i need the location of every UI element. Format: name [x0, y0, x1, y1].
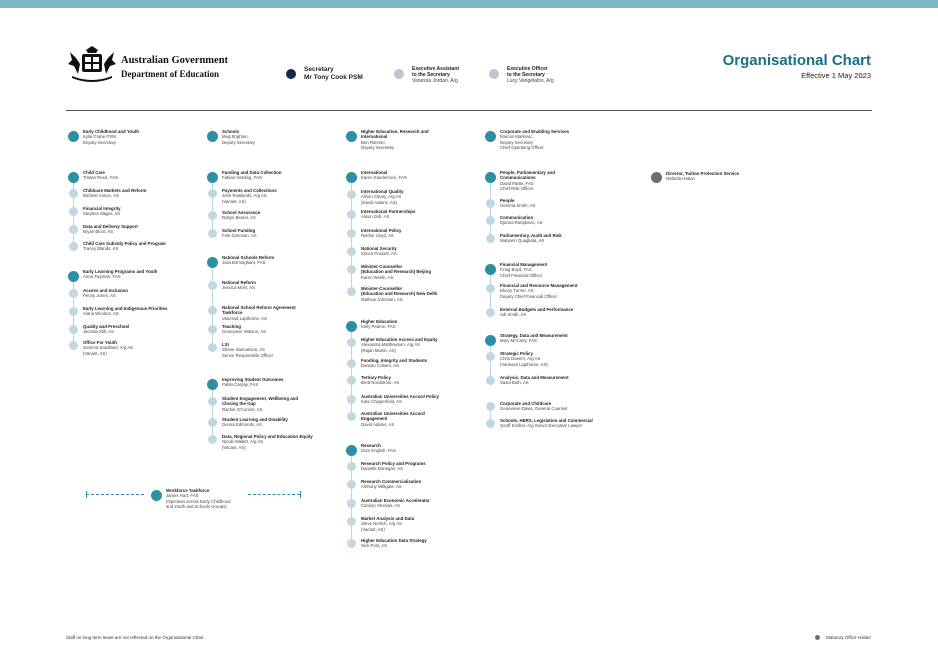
node-dot: [347, 247, 356, 256]
top-banner: [0, 0, 938, 8]
node-dot: [69, 307, 78, 316]
unit-title: Childcare Markets and Reform: [83, 188, 147, 193]
node-dot: [69, 242, 78, 251]
unit-person: Donna Edmonds, AS: [222, 422, 262, 428]
unit-person: Djanna Rutajkovic, AS: [500, 220, 543, 226]
unit-person: Chief Financial Officer: [500, 272, 543, 278]
unit-title: International Partnerships: [361, 209, 416, 214]
unit-title: Strategy, Data and Measurement: [500, 333, 568, 338]
node-dot: [69, 207, 78, 216]
unit-title: Quality and Preschool: [83, 324, 130, 329]
unit-person: Maryann Quagliata, AS: [500, 238, 545, 244]
node-dot: [486, 216, 495, 225]
statutory-legend-dot: [815, 635, 820, 640]
unit-person: Bryan Bloor, AS: [83, 229, 114, 235]
unit-title: International: [361, 134, 388, 140]
unit-person: Jessica Mohr, AS: [222, 285, 255, 291]
effective-date: Effective 1 May 2023: [801, 71, 871, 80]
node-dot: [486, 234, 495, 243]
unit-title: Data and Delivery Support: [83, 224, 138, 229]
node-dot: [486, 419, 495, 428]
statutory-dot: [651, 172, 662, 183]
unit-title: Communications: [500, 175, 536, 181]
unit-title: Financial Integrity: [83, 206, 121, 211]
unit-title: Early Learning and Indigenous Priorities: [83, 306, 168, 311]
unit-person: Jacinda Still, AS: [83, 329, 114, 335]
unit-title: Data, Regional Policy and Education Equity: [222, 434, 313, 439]
node-dot: [208, 211, 217, 220]
node-dot: [69, 341, 78, 350]
unit-title: International Policy: [361, 228, 402, 233]
node-dot: [208, 418, 217, 427]
unit-title: Funding and Data Collection: [222, 170, 282, 175]
unit-person: David Pattie, FAS: [500, 180, 534, 186]
unit-person: Deputy Secretary: [361, 144, 395, 150]
unit-person: Sasia Buth, AS: [500, 380, 529, 386]
node-dot: [207, 131, 218, 142]
node-dot: [347, 412, 356, 421]
node-dot: [207, 379, 218, 390]
node-dot: [208, 343, 217, 352]
gov-line-2: Department of Education: [121, 69, 219, 79]
unit-person: Julia Birmingham, FAS: [222, 260, 266, 266]
unit-person: (Vanessa Lapthorne, AS): [500, 361, 548, 367]
unit-title: Corporate and Enabling Services: [500, 129, 570, 134]
unit-title: Analysis, Data and Measurement: [500, 375, 569, 380]
unit-title: Early Childhood and Youth: [83, 129, 139, 134]
node-dot: [486, 199, 495, 208]
unit-title: Research Policy and Programs: [361, 461, 426, 466]
unit-title: Communication: [500, 215, 534, 220]
unit-person: Gemma Smith, AS: [500, 203, 536, 209]
unit-person: Shane Samuelson, AS: [222, 347, 265, 353]
taskforce-person: James Hart, FAS: [166, 493, 199, 499]
secretary-name: Mr Tony Cook PSM: [304, 74, 363, 81]
unit-title: (Education and Research) New Delhi: [361, 291, 438, 297]
node-dot: [208, 189, 217, 198]
unit-title: Closing the Gap: [222, 401, 256, 407]
unit-title: Taskforce: [222, 310, 243, 316]
unit-title: Payments and Collections: [222, 188, 277, 193]
node-dot: [69, 225, 78, 234]
node-dot: [346, 131, 357, 142]
exec-officer-title-2: to the Secretary: [507, 72, 545, 78]
unit-title: People: [500, 198, 515, 203]
exec-officer-title-1: Executive Officer: [507, 66, 548, 72]
statutory-person: Melinda Hatton: [666, 176, 695, 182]
node-dot: [207, 172, 218, 183]
secretary-title: Secretary: [304, 66, 334, 73]
unit-title: Child Care Subsidy Policy and Program: [83, 241, 166, 246]
unit-person: Steve Nerlich, A/g AS: [361, 521, 402, 527]
unit-person: Ben Rimmer,: [361, 139, 386, 145]
page-title: Organisational Chart: [722, 52, 871, 69]
unit-person: (Vacant, AS): [361, 526, 385, 532]
unit-title: Student Engagement, Wellbeing and: [222, 396, 299, 401]
unit-person: Alana Windsor, AS: [83, 311, 119, 317]
node-dot: [208, 306, 217, 315]
header-divider: [66, 110, 872, 111]
node-dot: [347, 287, 356, 296]
node-dot: [347, 517, 356, 526]
unit-person: Deputy Secretary: [500, 139, 534, 145]
secretary-dot: [286, 69, 296, 79]
unit-person: Rachel O'Connor, AS: [222, 406, 263, 412]
unit-person: (Vacant, AS): [222, 444, 246, 450]
exec-officer-name: Lucy Vangelatos, A/g: [507, 78, 554, 84]
node-dot: [68, 271, 79, 282]
node-dot: [347, 265, 356, 274]
exec-assistant-dot: [394, 69, 404, 79]
node-dot: [347, 499, 356, 508]
unit-person: Anna Twyman, FAS: [83, 274, 121, 280]
connector-line: [212, 261, 214, 348]
unit-person: Anthony Milligate, AS: [361, 484, 402, 490]
unit-title: Financial Management: [500, 262, 548, 267]
unit-person: David Adams, AS: [361, 421, 395, 427]
unit-person: Mathew Johnston, AS: [361, 296, 403, 302]
unit-title: LSI: [222, 342, 229, 347]
unit-person: Daniella Donegan, AS: [361, 466, 404, 472]
unit-title: Australian Economic Accelerator: [361, 498, 430, 503]
unit-person: Tracey Blands, AS: [83, 246, 119, 252]
unit-person: Rachel Lloyd, AS: [361, 233, 394, 239]
statutory-title: Director, Tuition Protection Service: [666, 171, 740, 176]
taskforce-tick-right: [300, 491, 301, 498]
unit-person: Alison Cleary, A/g AS: [361, 194, 402, 200]
unit-title: School Assurance: [222, 210, 261, 215]
unit-title: Office For Youth: [83, 340, 117, 345]
unit-title: Minister-Counsellor: [361, 264, 403, 269]
unit-person: Chris Davern, A/g AS: [500, 356, 541, 362]
node-dot: [68, 131, 79, 142]
node-dot: [208, 281, 217, 290]
unit-title: International Quality: [361, 189, 404, 194]
unit-title: Market Analysis and Data: [361, 516, 415, 521]
unit-person: Marcus Markovic,: [500, 134, 534, 140]
node-dot: [486, 308, 495, 317]
node-dot: [347, 210, 356, 219]
node-dot: [207, 257, 218, 268]
unit-title: Parliamentary, Audit and Risk: [500, 233, 562, 238]
node-dot: [485, 172, 496, 183]
unit-title: (Education and Research) Beijing: [361, 269, 432, 275]
unit-title: People, Parliamentary and: [500, 170, 555, 175]
unit-person: (Vacant, AS): [222, 198, 246, 204]
unit-person: (Vacant, AS): [83, 350, 107, 356]
unit-title: National Reform: [222, 280, 256, 285]
gov-line-1: Australian Government: [121, 55, 229, 66]
node-dot: [485, 131, 496, 142]
unit-person: Meg Brighton,: [222, 134, 249, 140]
unit-title: Corporate and Childcare: [500, 401, 552, 406]
unit-person: Deputy Secretary: [83, 139, 117, 145]
unit-person: Alexandra Matthewson, A/g AS: [361, 342, 420, 348]
unit-person: John Rowlands, A/g AS: [222, 193, 267, 199]
unit-title: Minister-Counsellor: [361, 286, 403, 291]
unit-title: Student Learning and Disability: [222, 417, 288, 422]
unit-title: Higher Education, Research and: [361, 129, 429, 134]
connector-line: [212, 176, 214, 234]
unit-title: Engagement: [361, 416, 388, 422]
unit-person: Fabian Harding, FAS: [222, 175, 262, 181]
connector-line: [212, 383, 214, 440]
unit-person: Stephen Mager, AS: [83, 211, 121, 217]
unit-title: Tertiary Policy: [361, 375, 391, 380]
unit-title: Schools, HERS, Legislation and Commercial: [500, 418, 593, 423]
unit-person: Vanessa Lapthorne, AS: [222, 315, 267, 321]
unit-person: (David Adams, AS): [361, 199, 398, 205]
unit-person: Kylie Crane PSM,: [83, 134, 117, 140]
unit-person: Dom English, FAS: [361, 448, 396, 454]
node-dot: [486, 284, 495, 293]
unit-title: Australian Universities Accord Policy: [361, 394, 439, 399]
unit-person: Adi Smith, AS: [500, 312, 527, 318]
node-dot: [347, 539, 356, 548]
unit-title: National Security: [361, 246, 397, 251]
unit-person: Tristan Reed, FAS: [83, 175, 118, 181]
node-dot: [69, 189, 78, 198]
unit-title: Financial and Resource Management: [500, 283, 578, 288]
unit-person: Genevieve Watson, AS: [222, 329, 267, 335]
unit-title: School Funding: [222, 228, 256, 233]
unit-person: Nick Post, AS: [361, 543, 388, 549]
taskforce-note-1: (Operates across Early Childhood: [166, 498, 231, 504]
unit-person: Geoff Kimber, A/g Senior Executive Lawyer: [500, 423, 583, 429]
unit-title: Australian Universities Accord: [361, 411, 425, 416]
unit-title: External Budgets and Performance: [500, 307, 574, 312]
node-dot: [347, 480, 356, 489]
unit-title: National School Reform Agreement: [222, 305, 296, 310]
node-dot: [347, 462, 356, 471]
unit-person: Robyn Beutel, AS: [222, 215, 256, 221]
unit-person: Brett Nordstrom, AS: [361, 380, 400, 386]
unit-person: Michele Anson, AS: [83, 193, 119, 199]
node-dot: [68, 172, 79, 183]
node-dot: [347, 359, 356, 368]
coat-of-arms-logo: [66, 44, 118, 82]
node-dot: [69, 325, 78, 334]
node-dot: [347, 376, 356, 385]
unit-person: Deputy Secretary: [222, 139, 256, 145]
node-dot: [347, 190, 356, 199]
unit-person: Chief Risk Officer: [500, 185, 534, 191]
footer-legend: Statutory Office Holder: [825, 635, 871, 640]
unit-title: Teaching: [222, 324, 241, 329]
taskforce-dot: [151, 490, 162, 501]
taskforce-title: Workforce Taskforce: [166, 488, 210, 493]
node-dot: [485, 264, 496, 275]
unit-title: Early Learning Programs and Youth: [83, 269, 158, 274]
unit-person: Deputy Chief Financial Officer: [500, 293, 557, 299]
unit-person: Alison Doll, AS: [361, 214, 390, 220]
unit-person: Pablo Carpay, FAS: [222, 382, 259, 388]
taskforce-tick-left: [86, 491, 87, 498]
unit-person: Genevieve Davis, General Counsel: [500, 406, 568, 412]
exec-assistant-title-2: to the Secretary: [412, 72, 450, 78]
unit-title: Higher Education Access and Equity: [361, 337, 438, 342]
node-dot: [208, 397, 217, 406]
unit-person: Penny Jones, AS: [83, 293, 116, 299]
unit-person: Karen Sandercock, FAS: [361, 175, 407, 181]
unit-person: Mary McCarty, FAS: [500, 338, 537, 344]
unit-person: Simon Pockett, AS: [361, 251, 397, 257]
node-dot: [486, 352, 495, 361]
exec-officer-dot: [489, 69, 499, 79]
node-dot: [346, 445, 357, 456]
unit-person: Carolyn Shelvas, AS: [361, 503, 401, 509]
unit-title: Schools: [222, 129, 240, 134]
node-dot: [347, 395, 356, 404]
unit-person: Kelly Pearce, FAS: [361, 324, 396, 330]
node-dot: [486, 376, 495, 385]
unit-title: International: [361, 170, 388, 175]
node-dot: [69, 289, 78, 298]
node-dot: [486, 402, 495, 411]
unit-person: Senior Responsible Officer: [222, 352, 274, 358]
unit-title: Higher Education: [361, 319, 398, 324]
unit-person: Craig Boyd, FAS: [500, 267, 532, 273]
unit-person: Karen Welsh, AS: [361, 274, 394, 280]
unit-title: Research Commercialisation: [361, 479, 422, 484]
unit-title: Child Care: [83, 170, 105, 175]
unit-person: Chief Operating Officer: [500, 144, 544, 150]
unit-title: National Schools Reform: [222, 255, 275, 260]
unit-person: Kate Chipperfield, AS: [361, 399, 402, 405]
unit-person: Ebony Turner, AS: [500, 288, 534, 294]
exec-assistant-name: Vanessa Jordan, A/g: [412, 78, 458, 84]
node-dot: [208, 435, 217, 444]
unit-person: Fele Donovan, AS: [222, 233, 257, 239]
unit-person: Damian Coburn, AS: [361, 363, 399, 369]
node-dot: [346, 172, 357, 183]
node-dot: [208, 325, 217, 334]
footer-note: Staff on long term leave are not reflected on the Organisational Chart: [66, 635, 204, 640]
unit-title: Higher Education Data Strategy: [361, 538, 427, 543]
unit-title: Strategic Policy: [500, 351, 533, 356]
node-dot: [485, 335, 496, 346]
unit-title: Improving Student Outcomes: [222, 377, 284, 382]
unit-person: Gemma Sandland, A/g AS: [83, 345, 133, 351]
unit-title: Funding, Integrity and Students: [361, 358, 428, 363]
node-dot: [208, 229, 217, 238]
unit-person: (Rajan Martin, AS): [361, 347, 397, 353]
exec-assistant-title-1: Executive Assistant: [412, 66, 460, 72]
node-dot: [347, 338, 356, 347]
node-dot: [346, 321, 357, 332]
taskforce-dashed-left: [86, 494, 144, 495]
node-dot: [347, 229, 356, 238]
taskforce-note-2: and Youth and Schools Groups): [166, 503, 227, 509]
unit-title: Research: [361, 443, 381, 448]
unit-title: Access and Inclusion: [83, 288, 128, 293]
unit-person: Nicole Mallett, A/g AS: [222, 439, 264, 445]
